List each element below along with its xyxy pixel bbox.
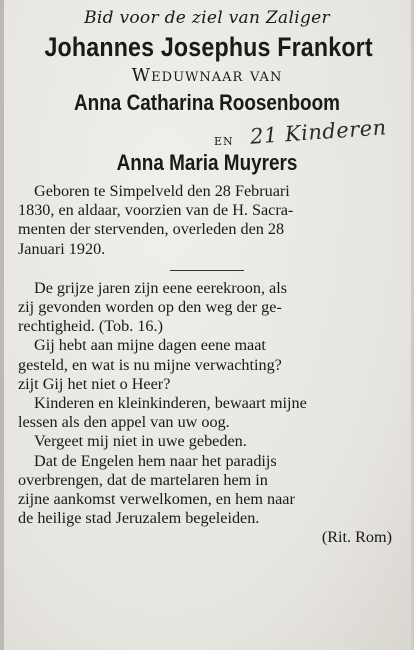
- invocation-line: Bid voor de ziel van Zaliger: [84, 8, 330, 28]
- verse-paragraph: [18, 432, 396, 451]
- conjunction-row: [18, 115, 396, 150]
- text-line: Gij hebt aan mijne dagen eene maat: [34, 336, 266, 355]
- text-line: de heilige stad Jeruzalem begeleiden.: [18, 509, 260, 528]
- text-line: Vergeet mij niet in uwe gebeden.: [34, 432, 247, 451]
- text-line: Kinderen en kleinkinderen, bewaart mijne: [34, 394, 307, 413]
- text-line: menten der stervenden, overleden den 28: [18, 220, 285, 239]
- divider-rule: [170, 270, 244, 271]
- handwritten-annotation: 21 Kinderen: [249, 115, 388, 149]
- second-spouse-name: Anna Maria Muyrers: [116, 150, 298, 175]
- text-line: 1830, en aldaar, voorzien van de H. Sacra-: [18, 201, 294, 220]
- text-line: Januari 1920.: [18, 239, 106, 258]
- verse-paragraph: [18, 336, 396, 394]
- deceased-name: Johannes Josephus Frankort: [44, 32, 373, 62]
- text-line: zijt Gij het niet o Heer?: [18, 374, 171, 393]
- text-line: Geboren te Simpelveld den 28 Februari: [34, 182, 290, 200]
- card-header: [18, 8, 396, 176]
- scripture-reference: (Tob. 16.): [98, 317, 163, 336]
- text-line: lessen als den appel van uw oog.: [18, 413, 230, 432]
- conjunction-word: en: [214, 130, 234, 149]
- birth-death-paragraph: [18, 182, 396, 259]
- text-line-with-reference: [18, 317, 396, 336]
- first-spouse-name: Anna Catharina Roosenboom: [74, 90, 340, 115]
- verse-paragraph: [18, 279, 396, 337]
- widower-of-label: Weduwnaar van: [131, 65, 283, 86]
- text-line: Dat de Engelen hem naar het paradijs: [34, 451, 277, 470]
- text-fragment: rechtigheid.: [18, 317, 95, 336]
- verse-paragraph: [18, 394, 396, 432]
- text-line: De grijze jaren zijn eene eerekroon, als: [34, 278, 288, 297]
- text-line: zij gevonden worden op den weg der ge-: [18, 298, 282, 317]
- card-edge-left: [0, 0, 4, 650]
- text-line: overbrengen, dat de martelaren hem in: [18, 470, 268, 489]
- verse-paragraph: [18, 452, 396, 529]
- card-body: [18, 182, 396, 548]
- text-line: zijne aankomst verwelkomen, en hem naar: [18, 490, 295, 509]
- text-line: gesteld, en wat is nu mijne verwachting?: [18, 355, 282, 374]
- closing-reference: (Rit. Rom): [321, 528, 392, 547]
